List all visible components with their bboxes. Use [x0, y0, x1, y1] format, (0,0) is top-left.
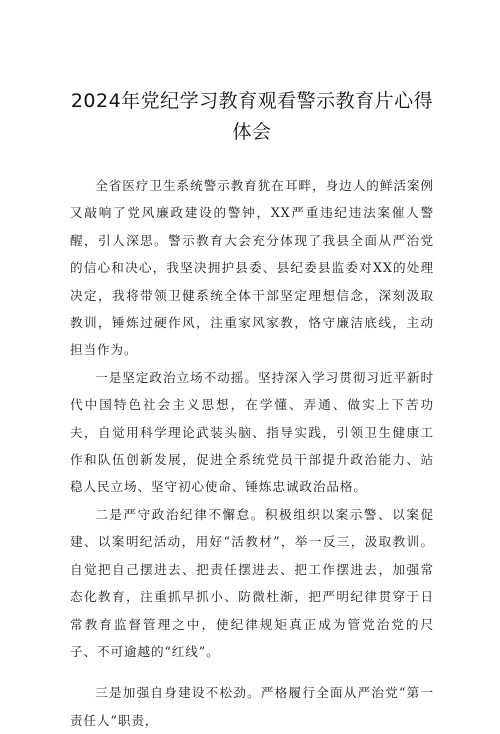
- document-title-line-1: 2024年党纪学习教育观看警示教育片心得: [70, 90, 434, 112]
- paragraph-point-two: 二是严守政治纪律不懈怠。积极组织以案示警、以案促建、以案明纪活动，用好“活教材”，举一反三，汲取教训。自觉把自己摆进去、把责任摆进去、把工作摆进去，加强常态化教育，注重抓早抓小、防微杜渐，把严明纪律贯穿于日常教育监督管理之中，使纪律规矩真正成为管党治党的尺子、不可逾越的“红线”。: [70, 506, 434, 659]
- paragraph-point-one: 一是坚定政治立场不动摇。坚持深入学习贯彻习近平新时代中国特色社会主义思想，在学懂、弄通、做实上下苦功夫，自觉用科学理论武装头脑、指导实践，引领卫生健康工作和队伍创新发展，促进全系统党员干部提升政治能力、站稳人民立场、坚守初心使命、锤炼忠诚政治品格。: [70, 369, 434, 495]
- paragraph-intro: 全省医疗卫生系统警示教育犹在耳畔，身边人的鲜活案例又敲响了党风廉政建设的警钟，XX严重违纪违法案催人警醒，引人深思。警示教育大会充分体现了我县全面从严治党的信心和决心，我坚决拥护县委、县纪委县监委对XX的处理决定，我将带领卫健系统全体干部坚定理想信念，深刻汲取教训，锤炼过硬作风，注重家风家教，恪守廉洁底线，主动担当作为。: [70, 178, 434, 358]
- document-title-line-2: 体会: [232, 121, 272, 143]
- paragraph-point-three: 三是加强自身建设不松劲。严格履行全面从严治党“第一责任人”职责，: [70, 685, 434, 728]
- document-title: [70, 86, 434, 148]
- document-body: [70, 172, 434, 734]
